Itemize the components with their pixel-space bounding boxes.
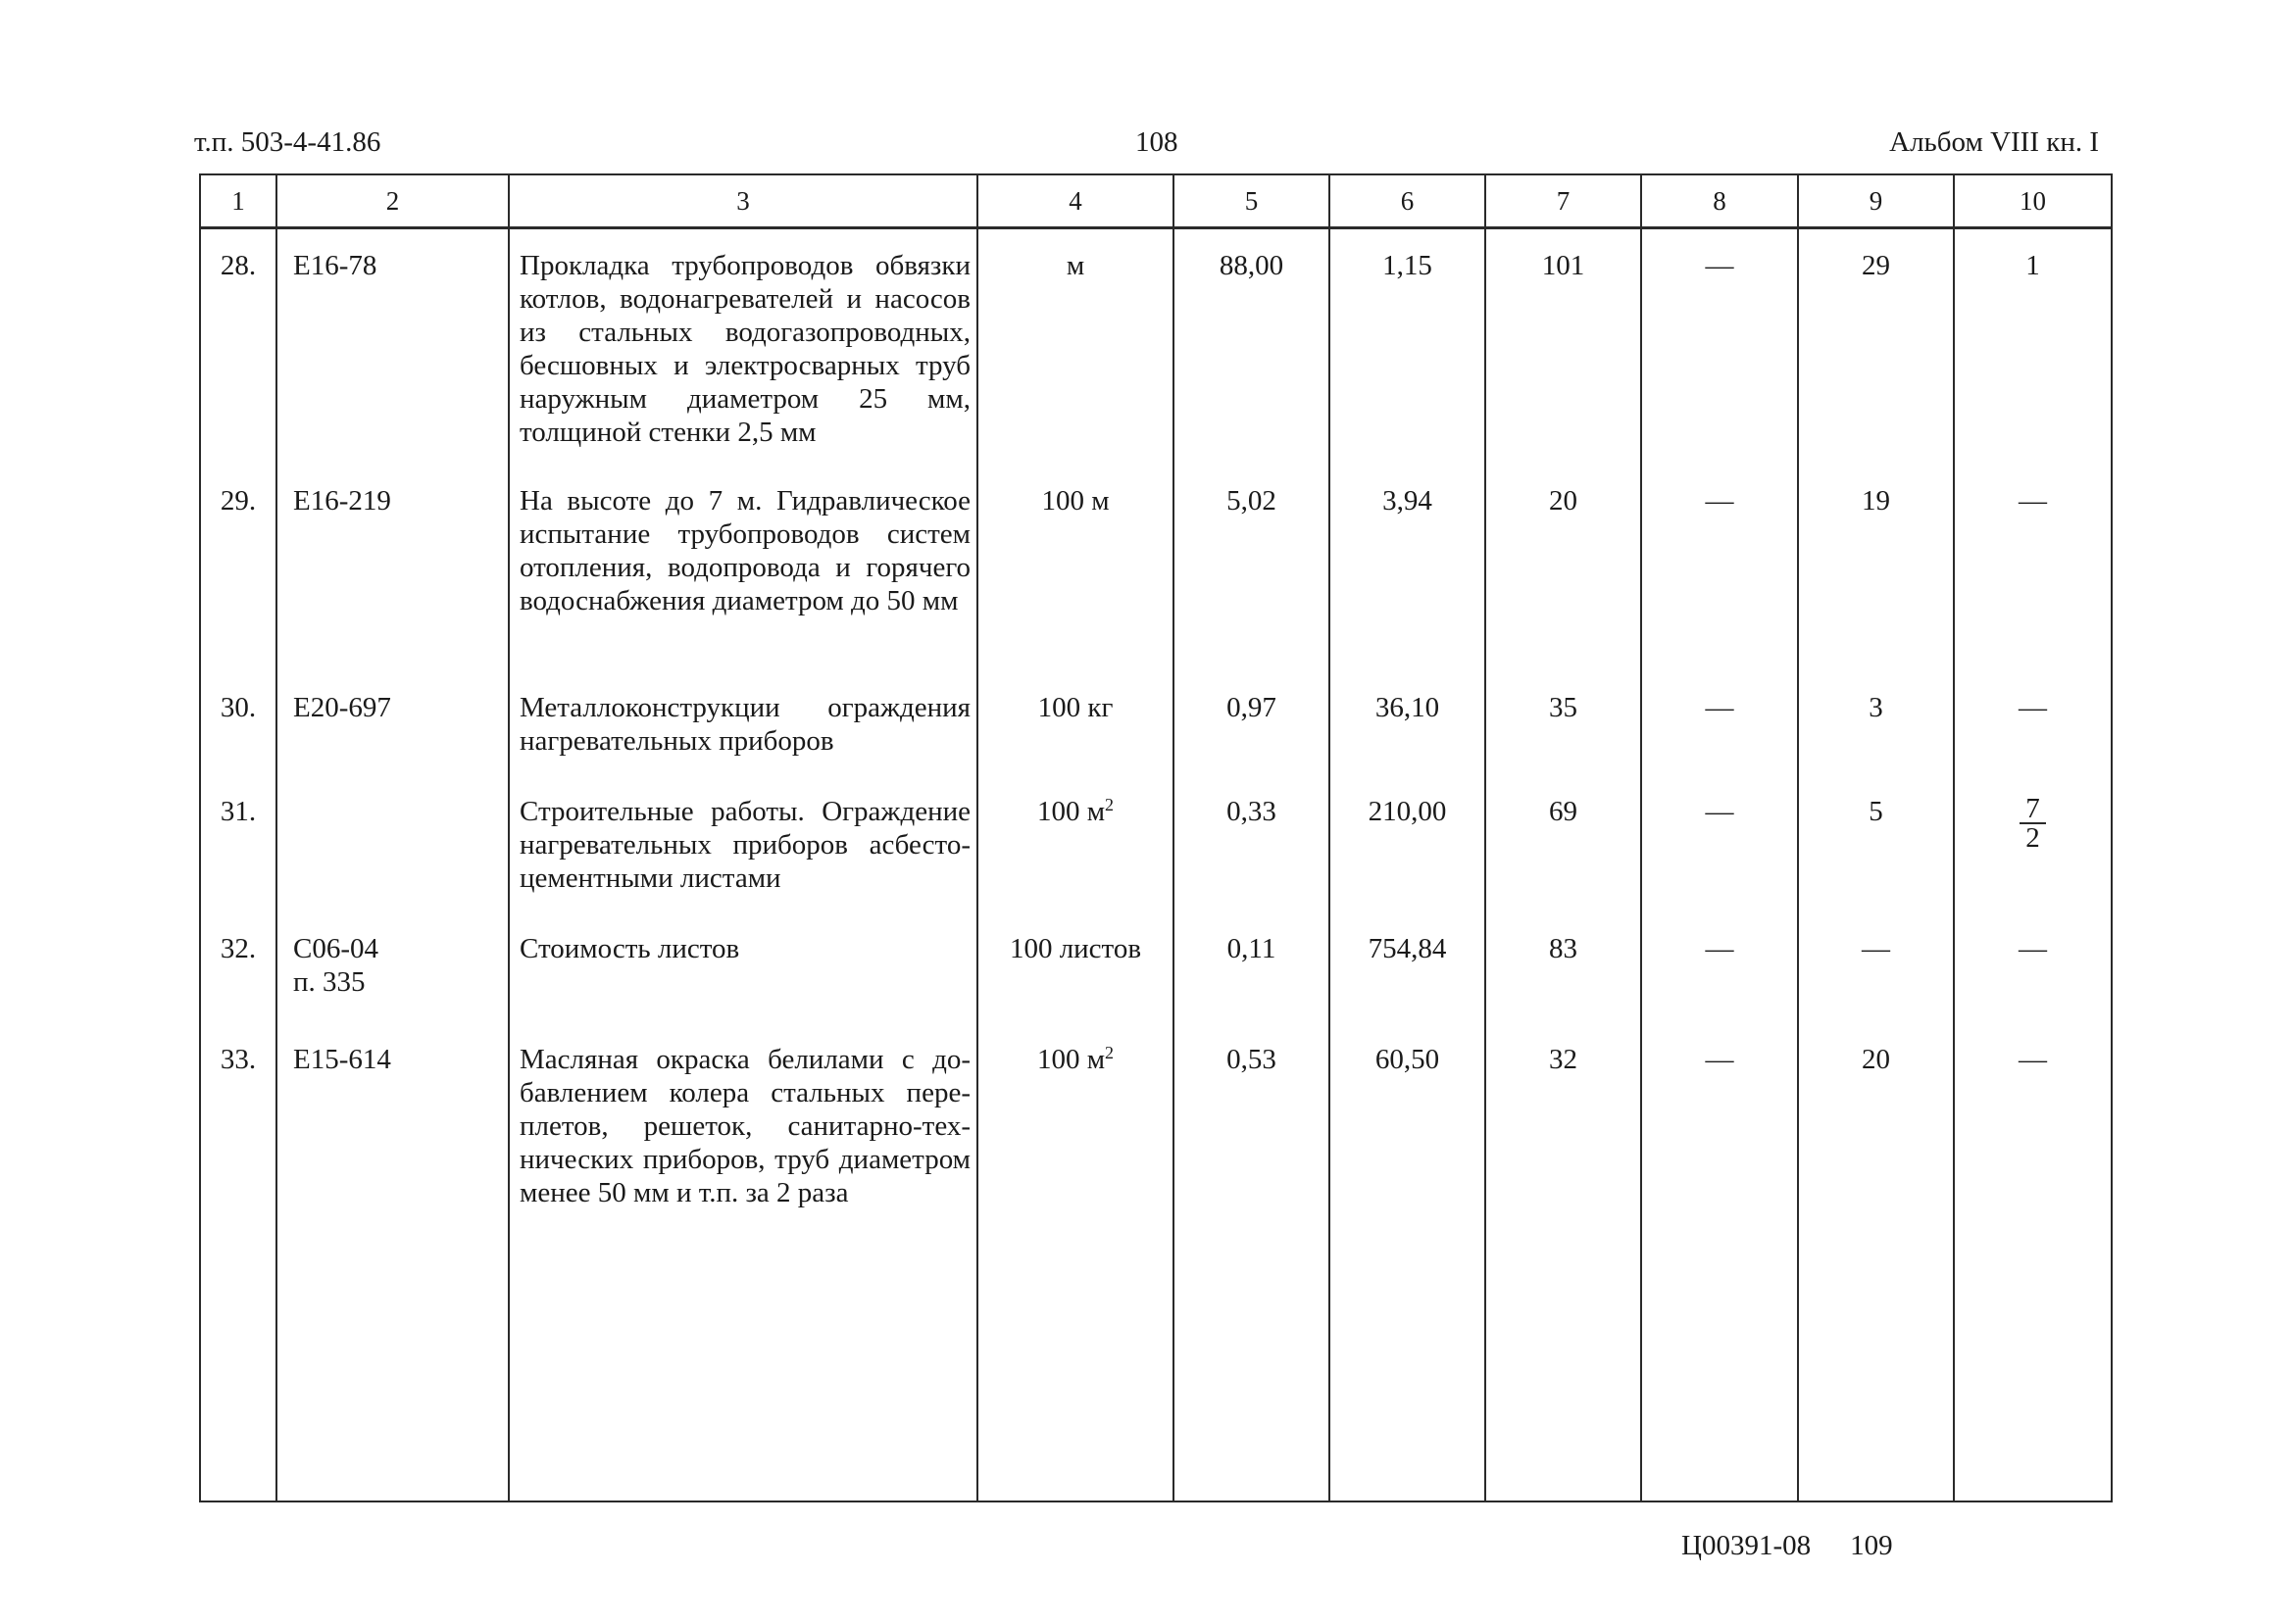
column-header: 4 [977,174,1173,228]
column-9-value-cell [1798,912,1954,1023]
column-header: 1 [200,174,276,228]
column-9-value-cell [1798,465,1954,671]
column-7-value: 20 [1549,484,1577,517]
row-number-cell [200,228,276,465]
row-number: 32. [220,932,257,964]
table-row [200,465,2112,671]
unit-price: 754,84 [1368,932,1447,964]
rate-code: Е20-697 [293,691,391,723]
column-9-value: 19 [1862,484,1890,517]
unit-exponent: 2 [1105,794,1115,814]
unit-price: 1,15 [1382,250,1432,281]
fraction-numerator: 7 [2020,795,2046,824]
rate-code-cell [276,465,509,671]
row-number: 28. [220,250,257,281]
rate-code: Е15-614 [293,1043,391,1075]
footer-code: Ц00391-08 [1681,1530,1812,1561]
column-10-value: — [2019,1043,2047,1075]
table-row [200,912,2112,1023]
table-row [200,775,2112,912]
column-8-value-cell [1641,775,1798,912]
work-description-cell [509,912,977,1023]
column-10-value: 1 [2025,250,2040,281]
column-8-value: — [1705,484,1734,517]
column-header: 7 [1485,174,1641,228]
work-description-cell [509,465,977,671]
quantity-cell [1173,465,1329,671]
work-description: Стоимость листов [520,932,740,964]
column-header: 3 [509,174,977,228]
column-9-value-cell [1798,775,1954,912]
column-9-value: 29 [1862,250,1890,281]
document-code: т.п. 503-4-41.86 [194,126,381,158]
unit-cell [977,912,1173,1023]
quantity: 5,02 [1226,484,1276,517]
unit-cell [977,465,1173,671]
column-7-value: 69 [1549,795,1577,827]
column-header: 8 [1641,174,1798,228]
rate-code-cell [276,228,509,465]
column-10-value: — [2019,691,2047,723]
unit-cell [977,1023,1173,1502]
unit-price: 3,94 [1382,484,1432,517]
column-8-value-cell [1641,228,1798,465]
table-row [200,671,2112,775]
unit-price-cell [1329,775,1485,912]
rate-code-cell [276,671,509,775]
work-description: Масляная окраска белилами с добавлением колера стальных переплетов, решеток, санитарно-технических приборов, труб диаметром менее 50 мм и т.п. за 2 раза [520,1043,971,1208]
row-number: 29. [220,484,257,517]
row-number: 33. [220,1043,257,1075]
work-description-cell [509,671,977,775]
column-10-value-cell [1954,671,2112,775]
column-10-value-cell [1954,775,2112,912]
quantity-cell [1173,671,1329,775]
estimate-table [199,173,2113,1502]
rate-code-cell [276,912,509,1023]
column-number-row [200,174,2112,228]
column-9-value: 3 [1869,691,1883,723]
row-number-cell [200,1023,276,1502]
column-7-value-cell [1485,775,1641,912]
rate-code: Е16-219 [293,484,391,517]
table-row [200,228,2112,465]
unit-price: 210,00 [1368,795,1447,827]
unit-price: 60,50 [1374,1043,1440,1075]
quantity: 88,00 [1219,250,1284,281]
column-10-value-cell [1954,1023,2112,1502]
column-8-value: — [1705,932,1734,964]
page-number: 108 [1135,126,1178,158]
unit-price-cell [1329,228,1485,465]
column-9-value: 20 [1862,1043,1890,1075]
column-7-value-cell [1485,912,1641,1023]
column-8-value-cell [1641,912,1798,1023]
quantity-cell [1173,912,1329,1023]
column-8-value-cell [1641,1023,1798,1502]
unit: м [1066,250,1085,281]
fraction-denominator: 2 [2025,821,2040,854]
unit-price: 36,10 [1374,691,1440,723]
rate-code-cell [276,1023,509,1502]
column-header: 9 [1798,174,1954,228]
row-number: 31. [220,795,257,827]
column-7-value-cell [1485,671,1641,775]
quantity-cell [1173,775,1329,912]
column-7-value-cell [1485,465,1641,671]
work-description: Строительные работы. Ограждение нагревательных приборов асбестоцементными листами [520,795,971,894]
column-header: 2 [276,174,509,228]
footer [1681,1529,1893,1562]
unit: 100 листов [1009,932,1142,964]
row-number-cell [200,671,276,775]
work-description: Прокладка трубопроводов обвязки котлов, водонагревателей и насосов из стальных водогазопроводных, бесшовных и электросварных труб наружным диаметром 25 мм, толщиной стенки 2,5 мм [520,250,971,448]
unit-price-cell [1329,1023,1485,1502]
column-7-value: 32 [1549,1043,1577,1075]
column-7-value: 83 [1549,932,1577,964]
unit-cell [977,671,1173,775]
quantity: 0,53 [1226,1043,1276,1075]
fraction-value [2020,792,2046,854]
row-number: 30. [220,691,257,723]
unit-cell [977,775,1173,912]
unit-exponent: 2 [1105,1042,1115,1062]
column-7-value-cell [1485,1023,1641,1502]
quantity-cell [1173,1023,1329,1502]
quantity: 0,11 [1226,932,1276,964]
column-8-value: — [1705,250,1734,281]
column-10-value: — [2019,932,2047,964]
column-7-value: 101 [1541,250,1585,281]
quantity: 0,97 [1226,691,1276,723]
column-10-value-cell [1954,465,2112,671]
column-header: 10 [1954,174,2112,228]
column-9-value-cell [1798,228,1954,465]
column-header: 6 [1329,174,1485,228]
footer-page-number: 109 [1850,1530,1893,1561]
column-10-value-cell [1954,912,2112,1023]
work-description-cell [509,775,977,912]
unit-price-cell [1329,671,1485,775]
row-number-cell [200,775,276,912]
table-row [200,1023,2112,1502]
column-8-value-cell [1641,465,1798,671]
column-10-value: — [2019,484,2047,517]
rate-code: п. 335 [293,965,366,998]
column-9-value: 5 [1869,795,1883,827]
album-reference: Альбом VIII кн. I [1889,126,2099,158]
unit-cell [977,228,1173,465]
unit-price-cell [1329,912,1485,1023]
unit: 100 м [1036,1043,1106,1075]
work-description: На высоте до 7 м. Гидравлическое испытание трубопроводов систем отопления, водопровода и горячего водоснабжения диаметром до 50 мм [520,484,971,616]
quantity-cell [1173,228,1329,465]
work-description-cell [509,1023,977,1502]
column-8-value: — [1705,691,1734,723]
column-9-value-cell [1798,1023,1954,1502]
column-10-value-cell [1954,228,2112,465]
row-number-cell [200,912,276,1023]
column-7-value-cell [1485,228,1641,465]
column-8-value-cell [1641,671,1798,775]
column-9-value: — [1862,932,1890,964]
column-header: 5 [1173,174,1329,228]
rate-code-cell [276,775,509,912]
column-7-value: 35 [1549,691,1577,723]
unit: 100 м [1041,484,1110,517]
unit: 100 кг [1037,691,1114,723]
work-description-cell [509,228,977,465]
column-8-value: — [1705,795,1734,827]
column-9-value-cell [1798,671,1954,775]
rate-code: С06-04 [293,932,378,964]
work-description: Металлоконструкции ограждения нагревательных приборов [520,691,971,757]
rate-code: Е16-78 [293,250,377,281]
quantity: 0,33 [1226,795,1276,827]
column-8-value: — [1705,1043,1734,1075]
unit: 100 м [1036,795,1106,827]
row-number-cell [200,465,276,671]
unit-price-cell [1329,465,1485,671]
